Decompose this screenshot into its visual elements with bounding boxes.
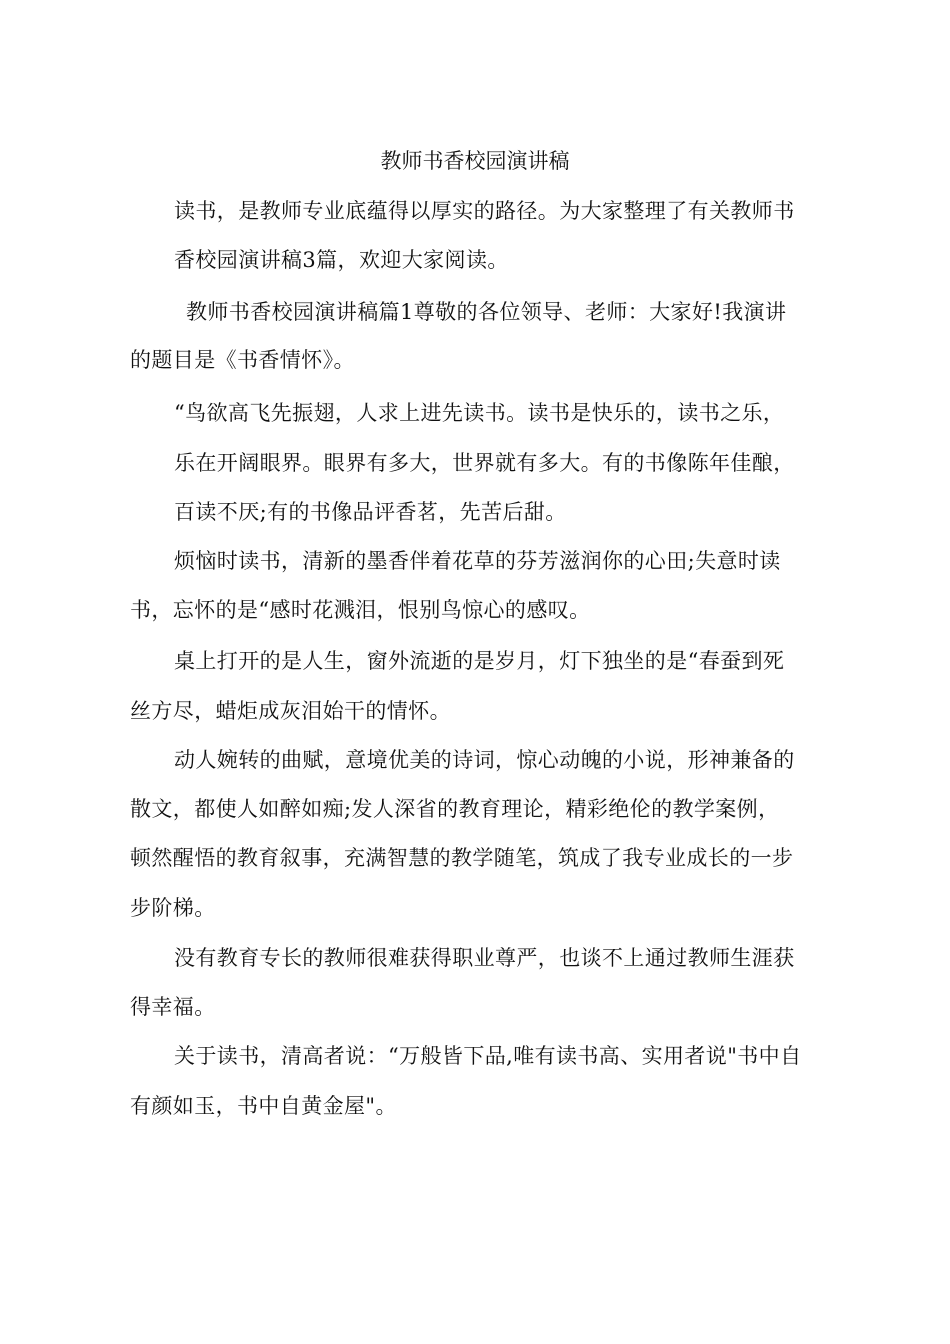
paragraph-line: 乐在开阔眼界。眼界有多大，世界就有多大。有的书像陈年佳酿， (174, 451, 795, 475)
document-title: 教师书香校园演讲稿 (380, 149, 570, 173)
paragraph-line: 步阶梯。 (130, 896, 216, 920)
paragraph-line: 百读不厌;有的书像品评香茗，先苦后甜。 (174, 500, 567, 524)
paragraph-line: 书，忘怀的是“感时花溅泪，恨别鸟惊心的感叹。 (130, 598, 591, 622)
paragraph-line: 烦恼时读书，清新的墨香伴着花草的芬芳滋润你的心田;失意时读 (174, 549, 781, 573)
paragraph-line: “鸟欲高飞先振翅，人求上进先读书。读书是快乐的，读书之乐， (174, 401, 785, 425)
paragraph-line: 桌上打开的是人生，窗外流逝的是岁月，灯下独坐的是“春蚕到死 (174, 649, 785, 673)
paragraph-line: 读书，是教师专业底蕴得以厚实的路径。为大家整理了有关教师书 (174, 199, 795, 223)
paragraph-line: 得幸福。 (130, 995, 216, 1019)
paragraph-line: 香校园演讲稿3篇，欢迎大家阅读。 (174, 248, 509, 272)
paragraph-line: 的题目是《书香情怀》。 (130, 348, 355, 372)
paragraph-line: 散文，都使人如醉如痴;发人深省的教育理论，精彩绝伦的教学案例， (130, 797, 780, 821)
paragraph-line: 丝方尽，蜡炬成灰泪始干的情怀。 (130, 699, 451, 723)
paragraph-line: 动人婉转的曲赋，意境优美的诗词，惊心动魄的小说，形神兼备的 (174, 748, 795, 772)
paragraph-line: 有颜如玉，书中自黄金屋"。 (130, 1094, 397, 1118)
paragraph-line: 教师书香校园演讲稿篇1尊敬的各位领导、老师：大家好!我演讲 (186, 300, 787, 324)
paragraph-line: 顿然醒悟的教育叙事，充满智慧的教学随笔，筑成了我专业成长的一步 (130, 846, 794, 870)
paragraph-line: 没有教育专长的教师很难获得职业尊严，也谈不上通过教师生涯获 (174, 946, 795, 970)
paragraph-line: 关于读书，清高者说：“万般皆下品,唯有读书高、实用者说"书中自 (174, 1044, 802, 1068)
